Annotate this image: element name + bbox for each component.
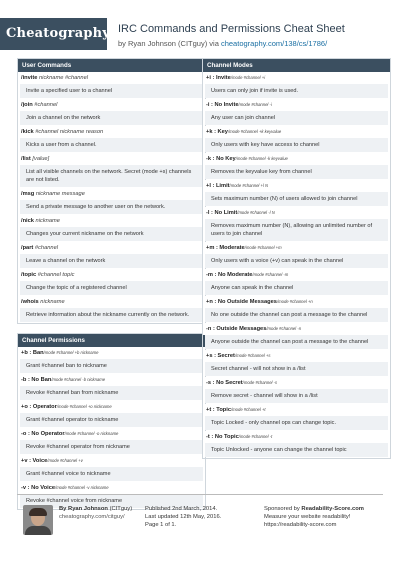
author-info [59,505,132,521]
command-description: No one outside the channel can post a message to the channel [205,308,388,322]
command-syntax: /mode #channel -n [266,326,302,331]
command-name: /list [21,156,31,162]
command-args: nickname [38,299,65,305]
command-name: +s : Secret [206,353,235,359]
command-description: Remove secret - channel will show in a /list [205,389,388,403]
command-name: /kick [21,129,34,135]
command-syntax: /mode #channel -t [238,434,273,439]
author-name: By Ryan Johnson [59,506,108,512]
command-name: -o : No Operator [21,431,65,437]
command-syntax: /mode #channel -b nickname [51,377,106,382]
command-term [18,428,205,440]
command-term [18,296,205,308]
command-term [203,323,390,335]
byline [118,39,327,48]
command-name: /part [21,245,34,251]
command-term [203,153,390,165]
command-description: Changes your current nickname on the network [20,227,203,241]
command-term [18,153,205,165]
sponsor-link[interactable]: https://readability-score.com [264,522,337,528]
published-date: Published 2nd March, 2014. [145,506,218,512]
command-term [203,207,390,219]
command-name: -t : No Topic [206,434,239,440]
command-syntax: /mode #channel -m [252,272,289,277]
command-term [203,242,390,254]
author-handle: (CITguy) [107,506,133,512]
command-name: /join [21,102,33,108]
command-name: +o : Operator [21,404,57,410]
command-term [203,404,390,416]
command-syntax: /mode #channel +v [47,458,83,463]
avatar-shirt [25,526,51,535]
command-term [203,126,390,138]
cheatography-logo[interactable] [0,18,111,50]
sponsor-name[interactable]: Readability-Score.com [301,506,364,512]
command-syntax: /mode #channel +n [276,299,313,304]
command-name: +k : Key [206,129,228,135]
command-syntax: /mode #channel +m [244,245,282,250]
command-name: -v : No Voice [21,485,56,491]
command-description: Anyone can speak in the channel [205,281,388,295]
command-name: -n : Outside Messages [206,326,267,332]
command-name: /msg [21,191,35,197]
command-term [18,401,205,413]
command-description: Secret channel - will not show in a /list [205,362,388,376]
command-syntax: /mode #channel -k keyvalue [235,156,288,161]
command-term [18,215,205,227]
command-description: Only users with a voice (+v) can speak in the channel [205,254,388,268]
command-syntax: /mode #channel -s [242,380,278,385]
command-name: -m : No Moderate [206,272,253,278]
command-term [203,377,390,389]
header [0,0,400,56]
command-term [203,431,390,443]
command-term [18,72,205,84]
command-description: Users can only join if invite is used. [205,84,388,98]
command-name: /invite [21,75,38,81]
command-term [18,188,205,200]
author-avatar[interactable] [23,505,53,535]
command-term [203,296,390,308]
command-description: Retrieve information about the nickname currently on the network. [20,308,203,322]
command-name: -s : No Secret [206,380,243,386]
command-args: #channel topic [36,272,75,278]
command-args: #channel [32,102,58,108]
command-term [203,350,390,362]
command-name: /topic [21,272,37,278]
command-description: Send a private message to another user on the network. [20,200,203,214]
command-description: Removes maximum number (N), allowing an unlimited number of users to join channel [205,219,388,241]
byline-prefix: by Ryan Johnson (CITguy) via [118,39,221,48]
channel-permissions-heading: Channel Permissions [18,334,205,347]
command-syntax: /mode #channel -v nickname [55,485,109,490]
command-term [18,482,205,494]
command-description: Anyone outside the channel can post a message to the channel [205,335,388,349]
command-term [203,99,390,111]
command-name: -l : No Limit [206,210,238,216]
command-name: +n : No Outside Messages [206,299,277,305]
page-number: Page 1 of 1. [145,522,177,528]
command-term [203,269,390,281]
command-term [18,269,205,281]
command-description: Removes the keyvalue key from channel [205,165,388,179]
command-args: #channel [33,245,58,251]
command-name: -k : No Key [206,156,236,162]
command-term [203,180,390,192]
command-syntax: /mode #channel -o nickname [64,431,119,436]
command-name: +t : Topic [206,407,232,413]
command-description: Change the topic of a registered channel [20,281,203,295]
publish-info [145,505,221,529]
command-name: +i : Invite [206,75,231,81]
command-description: Leave a channel on the network [20,254,203,268]
command-syntax: /mode #channel -i [238,102,272,107]
updated-date: Last updated 12th May, 2016. [145,514,222,520]
command-name: -b : No Ban [21,377,52,383]
channel-permissions-box [17,333,206,510]
command-name: +v : Voice [21,458,48,464]
page-title: IRC Commands and Permissions Cheat Sheet [118,23,345,35]
command-name: +m : Moderate [206,245,245,251]
command-name: /nick [21,218,34,224]
author-link[interactable]: cheatography.com/citguy/ [59,514,125,520]
logo-text: Cheatography [6,26,111,41]
command-syntax: /mode #channel +s [234,353,271,358]
command-args: nickname message [34,191,85,197]
command-description: Grant #channel ban to nickname [20,359,203,373]
command-syntax: /mode #channel +l N [229,183,269,188]
user-commands-box [17,58,206,324]
command-description: Sets maximum number (N) of users allowed to join channel [205,192,388,206]
command-term [18,126,205,138]
command-description: Any user can join channel [205,111,388,125]
command-description: Revoke #channel ban from nickname [20,386,203,400]
command-description: Grant #channel voice to nickname [20,467,203,481]
command-term [18,455,205,467]
channel-permissions-list [18,347,205,508]
sponsor-info [264,505,364,529]
command-args: nickname [33,218,60,224]
command-description: Topic Unlocked - anyone can change the channel topic [205,443,388,457]
command-args: [value] [30,156,50,162]
command-term [203,72,390,84]
command-name: +b : Ban [21,350,44,356]
command-name: /whois [21,299,39,305]
command-description: Only users with key have access to channel [205,138,388,152]
command-description: Grant #channel operator to nickname [20,413,203,427]
user-commands-list [18,72,205,322]
sponsor-tagline: Measure your website readability! [264,514,351,520]
command-syntax: /mode #channel +b nickname [43,350,99,355]
command-syntax: /mode #channel +t [231,407,266,412]
command-description: Join a channel on the network [20,111,203,125]
channel-modes-heading: Channel Modes [203,59,390,72]
left-column [17,58,206,519]
command-args: nickname #channel [37,75,89,81]
command-term [18,347,205,359]
user-commands-heading: User Commands [18,59,205,72]
command-description: Revoke #channel voice from nickname [20,494,203,508]
command-name: +l : Limit [206,183,230,189]
command-syntax: /mode #channel +o nickname [56,404,112,409]
command-syntax: /mode #channel +k keyvalue [227,129,282,134]
command-description: Kicks a user from a channel. [20,138,203,152]
command-args: #channel nickname reason [33,129,104,135]
channel-modes-box [202,58,391,459]
command-description: Revoke #channel operator from nickname [20,440,203,454]
command-term [18,99,205,111]
command-description: Invite a specified user to a channel [20,84,203,98]
command-description: List all visible channels on the network. Secret (mode +s) channels are not listed. [20,165,203,187]
command-term [18,242,205,254]
channel-modes-list [203,72,390,457]
command-description: Topic Locked - only channel ops can change topic. [205,416,388,430]
command-syntax: /mode #channel +i [230,75,266,80]
command-syntax: /mode #channel -l N [237,210,275,215]
cheatsheet-link[interactable]: cheatography.com/138/cs/1786/ [220,39,328,48]
avatar-hair [29,508,47,516]
command-name: -i : No Invite [206,102,239,108]
command-term [18,374,205,386]
sponsor-prefix: Sponsored by [264,506,302,512]
right-column [202,58,391,468]
